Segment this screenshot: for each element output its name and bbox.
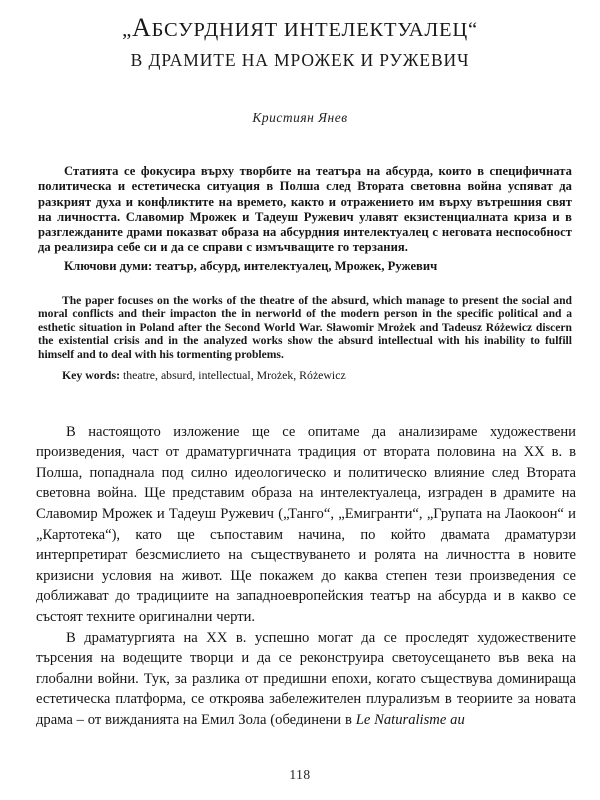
abstract-english: [0, 294, 600, 382]
body-text: [0, 422, 600, 731]
abstract-english-text: The paper focuses on the works of the theatre of the absurd, which manage to present the social and moral conflicts and their impacton the in nerworld of the modern person in the specific political and a esthetic situation in Poland after the Second World War. Sławomir Mrożek and Tadeusz Różewicz discern the existential crisis and in the analyzed works show the absurd intellectual with his inability to fulfill himself and to deal with his tormenting problems.: [38, 293, 572, 362]
body-paragraph-2-text: В драматургията на XX в. успешно могат да се проследят художествените търсения на водещите творци и да се реконструира светоусещането във века на глобални войни. Тук, за разлика от предишни епохи, когато съществува доминираща естетическа платформа, се откроява забележителен плурализъм в теориите за новата драма – от вижданията на Емил Зола (обединени в: [36, 629, 576, 728]
title-line-1-rest: БСУРДНИЯТ ИНТЕЛЕКТУАЛЕЦ“: [151, 19, 478, 41]
title-drop-cap: А: [132, 13, 152, 42]
keywords-english-label: Key words:: [62, 367, 120, 382]
title-block: [0, 0, 600, 71]
cited-work-title: Le Naturalisme au: [355, 711, 465, 728]
page-number: 118: [289, 767, 311, 782]
keywords-bulgarian: [38, 259, 572, 274]
keywords-english-value: theatre, absurd, intellectual, Mrożek, Różewicz: [120, 367, 346, 382]
keywords-bulgarian-value: театър, абсурд, интелектуалец, Мрожек, Ружевич: [152, 259, 438, 274]
abstract-bulgarian-text: Статията се фокусира върху творбите на театъра на абсурда, които в специфичната политическа и естетическа ситуация в Полша след Втората световна война успяват да разкрият духа и конфликтите на времето, както и отражението им върху вътрешния свят на личността. Славомир Мрожек и Тадеуш Ружевич улавят екзистенциалната криза и в разглежданите драми показват образа на абсурдния интелектуалец с неговата неспособност да реализира себе си и да се справи с измъчващите го терзания.: [38, 164, 572, 255]
title-opening-quote: „: [122, 19, 133, 41]
keywords-english: [38, 368, 572, 382]
abstract-bulgarian: [0, 164, 600, 274]
body-paragraph-2: [36, 628, 576, 731]
keywords-bulgarian-label: Ключови думи:: [64, 259, 153, 274]
body-paragraph-1: В настоящото изложение ще се опитаме да анализираме художествени произведения, част от драматургичната традиция от втората половина на XX в. в Полша, попаднала под силно идеологическо и политическо влияние след Втората световна война. Ще представим образа на интелектуалеца, изграден в драмите на Славомир Мрожек и Тадеуш Ружевич („Танго“, „Емигранти“, „Групата на Лаокоон“ и „Картотека“), като ще съпоставим начина, по който двамата драматурзи интерпретират безсмислието на съществуването и ролята на личността в новите кризисни условия на живот. Ще покажем до каква степен тези произведения се доближават до традициите на западноевропейския театър на абсурда и в какво се състоят техните оригинални черти.: [36, 423, 576, 625]
author-name: Кристиян Янев: [252, 110, 348, 126]
page-title-line-2: В ДРАМИТЕ НА МРОЖЕК И РУЖЕВИЧ: [130, 49, 470, 70]
page-title-line-1: [0, 12, 600, 45]
